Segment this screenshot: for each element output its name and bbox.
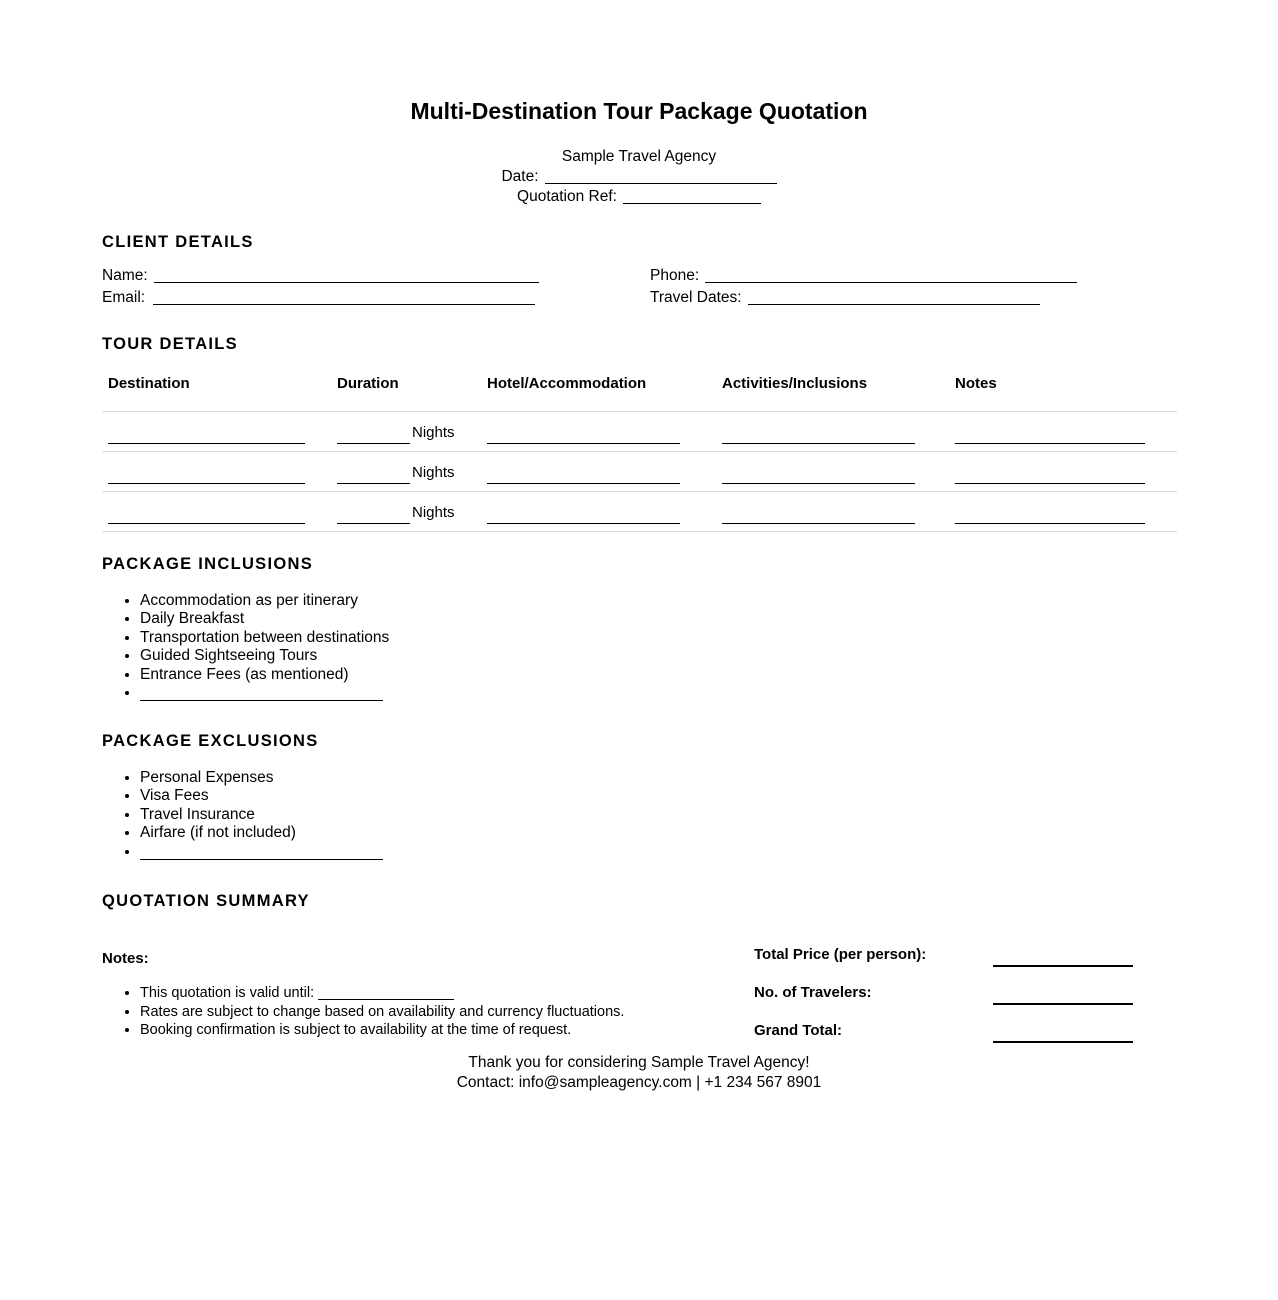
activities-input-line[interactable] — [722, 483, 915, 484]
cell-notes — [955, 426, 1145, 444]
client-details-left-column — [102, 265, 539, 309]
cell-duration — [337, 424, 455, 444]
list-item — [140, 666, 389, 684]
footer — [0, 1053, 1278, 1093]
note-text: This quotation is valid until: — [140, 985, 315, 1001]
page-title: Multi-Destination Tour Package Quotation — [410, 98, 868, 124]
package-inclusions-list — [102, 592, 389, 702]
section-heading-package-inclusions: PACKAGE INCLUSIONS — [102, 555, 314, 573]
quotation-ref-field — [0, 187, 1278, 207]
list-item — [140, 629, 389, 647]
exclusion-blank-input-line[interactable] — [140, 859, 383, 860]
date-field — [0, 167, 1278, 187]
total-price-label: Total Price (per person): — [754, 946, 927, 963]
exclusion-text: Personal Expenses — [140, 769, 274, 786]
phone-field — [650, 265, 1077, 287]
price-summary-table — [754, 946, 1154, 1060]
cell-hotel — [487, 466, 680, 484]
travelers-input-line[interactable] — [993, 1003, 1133, 1005]
destination-input-line[interactable] — [108, 483, 305, 484]
cell-notes — [955, 506, 1145, 524]
inclusion-blank-input-line[interactable] — [140, 700, 383, 701]
hotel-input-line[interactable] — [487, 483, 680, 484]
travel-dates-label: Travel Dates: — [650, 289, 742, 306]
inclusion-text: Entrance Fees (as mentioned) — [140, 665, 349, 683]
table-row — [102, 411, 1177, 451]
footer-contact: Contact: info@sampleagency.com | +1 234 567 8901 — [456, 1074, 822, 1091]
name-label: Name: — [102, 267, 148, 284]
exclusion-text: Airfare (if not included) — [140, 824, 296, 842]
list-item — [140, 824, 383, 842]
list-item — [140, 769, 383, 787]
column-header-notes: Notes — [955, 375, 997, 392]
email-label: Email: — [102, 289, 146, 306]
list-item-blank — [140, 843, 383, 861]
exclusion-text: Travel Insurance — [140, 805, 255, 823]
notes-input-line[interactable] — [955, 443, 1145, 444]
nights-label: Nights — [412, 504, 455, 521]
agency-name: Sample Travel Agency — [561, 148, 717, 165]
duration-input-line[interactable] — [337, 523, 410, 524]
column-header-duration: Duration — [337, 375, 399, 392]
travel-dates-field — [650, 287, 1077, 309]
hotel-input-line[interactable] — [487, 443, 680, 444]
package-exclusions-list — [102, 769, 383, 861]
tour-details-table — [102, 375, 1177, 532]
column-header-hotel: Hotel/Accommodation — [487, 375, 647, 392]
cell-duration — [337, 504, 455, 524]
quotation-ref-input-line[interactable] — [623, 203, 761, 204]
inclusion-text: Accommodation as per itinerary — [140, 592, 358, 609]
phone-label: Phone: — [650, 267, 700, 284]
list-item — [140, 787, 383, 805]
cell-hotel — [487, 506, 680, 524]
note-text: Rates are subject to change based on availability and currency fluctuations. — [140, 1003, 625, 1020]
notes-input-line[interactable] — [955, 523, 1145, 524]
column-header-activities: Activities/Inclusions — [722, 375, 868, 392]
column-header-destination: Destination — [108, 375, 190, 392]
name-field — [102, 265, 539, 287]
nights-label: Nights — [412, 464, 455, 481]
price-row-total-price — [754, 946, 1154, 984]
total-price-input-line[interactable] — [993, 965, 1133, 967]
note-text: Booking confirmation is subject to availability at the time of request. — [140, 1022, 572, 1038]
list-item — [140, 984, 624, 1003]
cell-notes — [955, 466, 1145, 484]
quotation-ref-label: Quotation Ref: — [517, 188, 617, 205]
name-input-line[interactable] — [154, 282, 539, 283]
hotel-input-line[interactable] — [487, 523, 680, 524]
quotation-notes-list — [102, 984, 624, 1040]
footer-thanks: Thank you for considering Sample Travel Agency! — [468, 1054, 810, 1071]
activities-input-line[interactable] — [722, 443, 915, 444]
list-item — [140, 610, 389, 628]
cell-destination — [108, 506, 305, 524]
table-header-row — [102, 375, 1177, 411]
client-details-right-column — [650, 265, 1077, 309]
notes-input-line[interactable] — [955, 483, 1145, 484]
exclusion-text: Visa Fees — [140, 787, 209, 805]
list-item — [140, 1003, 624, 1022]
list-item — [140, 1021, 624, 1040]
notes-label: Notes: — [102, 950, 149, 967]
date-label: Date: — [501, 168, 539, 185]
list-item — [140, 647, 389, 665]
date-input-line[interactable] — [545, 183, 777, 184]
section-heading-client-details: CLIENT DETAILS — [102, 233, 254, 251]
cell-destination — [108, 426, 305, 444]
email-input-line[interactable] — [153, 304, 535, 305]
travelers-label: No. of Travelers: — [754, 984, 872, 1001]
grand-total-input-line[interactable] — [993, 1041, 1133, 1043]
cell-activities — [722, 466, 915, 484]
cell-activities — [722, 426, 915, 444]
destination-input-line[interactable] — [108, 443, 305, 444]
table-row — [102, 491, 1177, 532]
nights-label: Nights — [412, 424, 455, 441]
header-agency-block — [0, 147, 1278, 207]
cell-destination — [108, 466, 305, 484]
travel-dates-input-line[interactable] — [748, 304, 1040, 305]
cell-hotel — [487, 426, 680, 444]
cell-activities — [722, 506, 915, 524]
duration-input-line[interactable] — [337, 483, 410, 484]
email-field — [102, 287, 539, 309]
list-item-blank — [140, 684, 389, 702]
list-item — [140, 806, 383, 824]
section-heading-tour-details: TOUR DETAILS — [102, 335, 238, 353]
inclusion-text: Transportation between destinations — [140, 628, 390, 646]
inclusion-text: Daily Breakfast — [140, 610, 245, 628]
phone-input-line[interactable] — [705, 282, 1077, 283]
section-heading-quotation-summary: QUOTATION SUMMARY — [102, 892, 310, 910]
list-item — [140, 592, 389, 610]
price-row-travelers — [754, 984, 1154, 1022]
valid-until-input-line[interactable] — [318, 999, 454, 1000]
grand-total-label: Grand Total: — [754, 1022, 843, 1039]
destination-input-line[interactable] — [108, 523, 305, 524]
activities-input-line[interactable] — [722, 523, 915, 524]
table-row — [102, 451, 1177, 491]
section-heading-package-exclusions: PACKAGE EXCLUSIONS — [102, 732, 319, 750]
cell-duration — [337, 464, 455, 484]
duration-input-line[interactable] — [337, 443, 410, 444]
inclusion-text: Guided Sightseeing Tours — [140, 647, 318, 665]
